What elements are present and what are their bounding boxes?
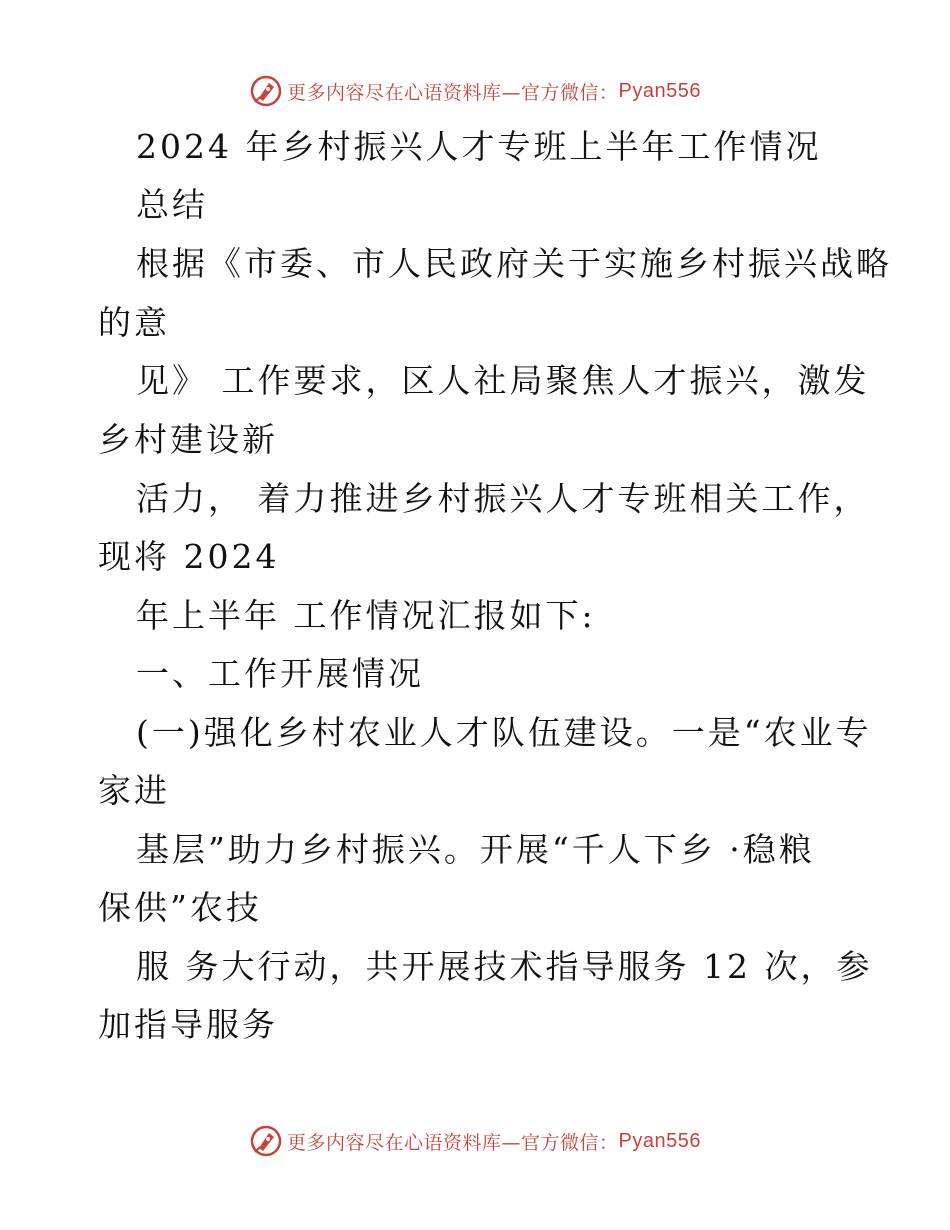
text-line: 基层”助力乡村振兴。开展“千人下乡 ·稳粮 [136,830,815,869]
watermark-text: 更多内容尽在心语资料库—官方微信： [287,1131,619,1154]
pen-nib-seal-icon [249,1124,283,1158]
text-line: 服 务大行动，共开展技术指导服务 12 次，参 [136,947,873,986]
text-line: 总结 [136,185,208,224]
text-line: 现将 2024 [98,537,280,576]
footer-watermark [0,1124,950,1158]
text-line: 一、工作开展情况 [136,654,424,693]
text-line: 加指导服务 [98,1005,278,1044]
watermark-wechat-id: Pyan556 [618,79,701,102]
header-watermark [0,74,950,108]
watermark-text: 更多内容尽在心语资料库—官方微信： [287,81,619,104]
pen-nib-seal-icon [249,74,283,108]
text-line: 的意 [98,303,170,342]
text-line: (一)强化乡村农业人才队伍建设。一是“农业专 [136,713,872,752]
text-line: 家进 [98,771,170,810]
text-line: 年上半年 工作情况汇报如下: [136,596,596,635]
watermark-wechat-id: Pyan556 [618,1129,701,1152]
text-line: 保供”农技 [98,888,262,927]
text-line: 根据《市委、市人民政府关于实施乡村振兴战略 [136,244,892,283]
text-line: 2024 年乡村振兴人才专班上半年工作情况 [136,127,822,166]
text-line: 乡村建设新 [98,420,278,459]
text-line: 活力， 着力推进乡村振兴人才专班相关工作， [136,479,870,518]
text-line: 见》 工作要求，区人社局聚焦人才振兴，激发 [136,361,870,400]
